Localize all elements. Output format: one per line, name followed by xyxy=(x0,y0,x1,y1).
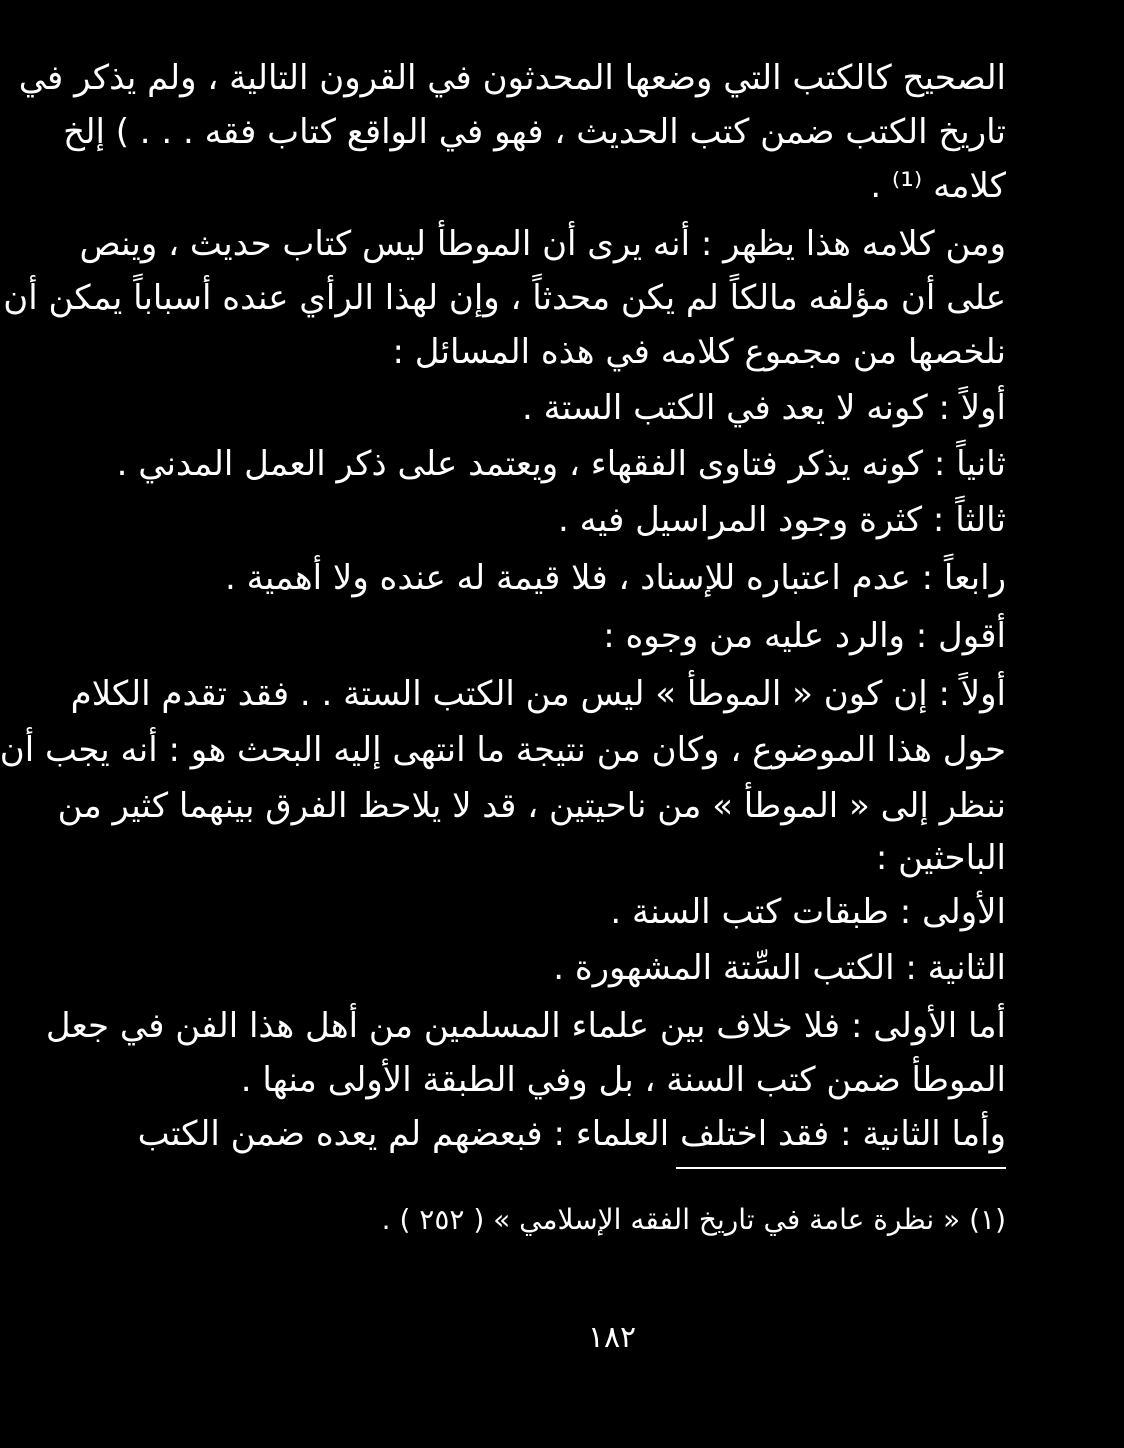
page-number: ١٨٢ xyxy=(587,1320,637,1355)
list-item: رابعاً : عدم اعتباره للإسناد ، فلا قيمة له عنده ولا أهمية . xyxy=(224,558,1006,598)
list-item: الأولى : طبقات كتب السنة . xyxy=(610,892,1006,932)
text-line: على أن مؤلفه مالكاً لم يكن محدثاً ، وإن لهذا الرأي عنده أسباباً يمكن أن xyxy=(3,278,1006,318)
text-line: وأما الثانية : فقد اختلف العلماء : فبعضهم لم يعده ضمن الكتب xyxy=(137,1114,1006,1154)
text-line: كلامه ⁽¹⁾ . xyxy=(870,166,1006,206)
text-line: حول هذا الموضوع ، وكان من نتيجة ما انتهى إليه البحث هو : أنه يجب أن xyxy=(0,730,1006,770)
section-heading: أقول : والرد عليه من وجوه : xyxy=(603,616,1006,656)
footnote: (١) « نظرة عامة في تاريخ الفقه الإسلامي » ( ٢٥٢ ) . xyxy=(381,1203,1006,1236)
list-item: أولاً : كونه لا يعد في الكتب الستة . xyxy=(522,388,1006,428)
text-line: الصحيح كالكتب التي وضعها المحدثون في القرون التالية ، ولم يذكر في xyxy=(18,58,1006,98)
text-line: ومن كلامه هذا يظهر : أنه يرى أن الموطأ ليس كتاب حديث ، وينص xyxy=(79,224,1006,264)
list-item: ثانياً : كونه يذكر فتاوى الفقهاء ، ويعتمد على ذكر العمل المدني . xyxy=(116,444,1006,484)
text-line: نلخصها من مجموع كلامه في هذه المسائل : xyxy=(392,332,1006,372)
list-item: الثانية : الكتب السِّتة المشهورة . xyxy=(553,948,1006,988)
text-line: أما الأولى : فلا خلاف بين علماء المسلمين من أهل هذا الفن في جعل xyxy=(45,1006,1006,1046)
text-line: تاريخ الكتب ضمن كتب الحديث ، فهو في الواقع كتاب فقه . . . ) إلخ xyxy=(63,112,1006,152)
list-item: ثالثاً : كثرة وجود المراسيل فيه . xyxy=(558,500,1006,540)
text-line: الباحثين : xyxy=(875,838,1006,878)
text-line: الموطأ ضمن كتب السنة ، بل وفي الطبقة الأولى منها . xyxy=(240,1060,1006,1100)
text-line: أولاً : إن كون « الموطأ » ليس من الكتب الستة . . فقد تقدم الكلام xyxy=(70,674,1006,714)
footnote-separator xyxy=(676,1167,1006,1169)
text-line: ننظر إلى « الموطأ » من ناحيتين ، قد لا يلاحظ الفرق بينهما كثير من xyxy=(57,786,1006,826)
